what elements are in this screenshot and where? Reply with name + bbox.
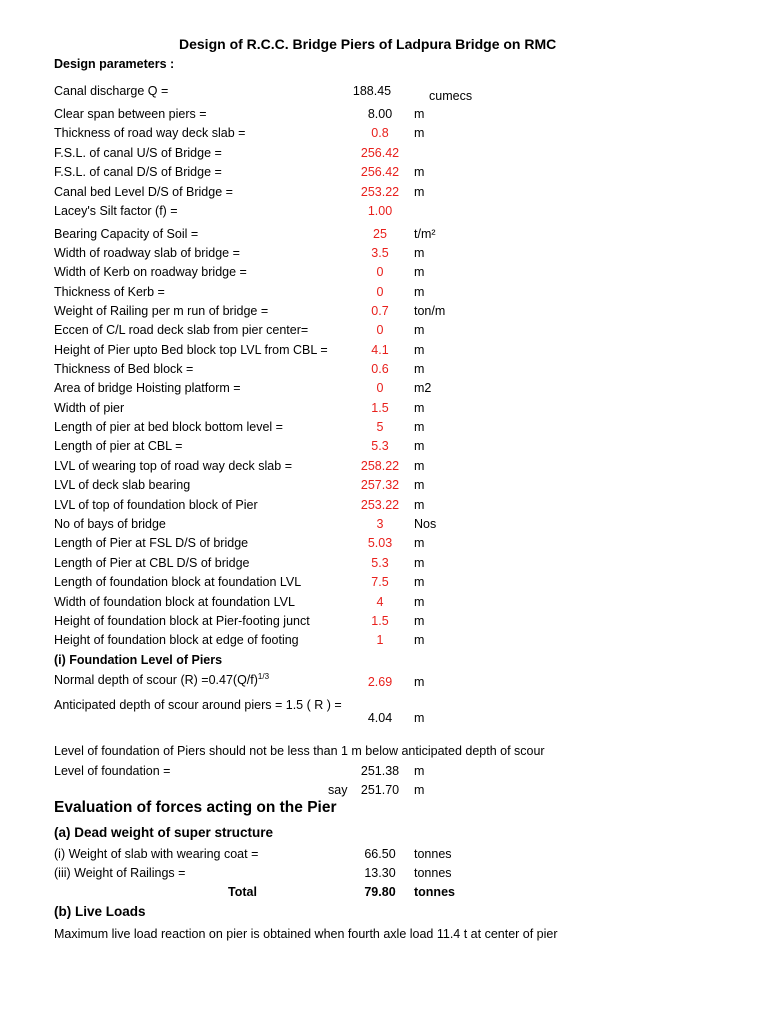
discharge-unit: cumecs <box>429 89 473 103</box>
param-label: Width of roadway slab of bridge = <box>54 246 240 260</box>
param-unit: m <box>414 536 425 550</box>
discharge-value: 188.45 <box>352 84 392 98</box>
total-value: 79.80 <box>364 885 396 899</box>
param-value: 253.22 <box>360 498 400 512</box>
scour-exponent: 1/3 <box>257 672 270 681</box>
param-value: 0.6 <box>371 362 389 376</box>
param-unit: m <box>414 478 425 492</box>
dead-weight-heading: (a) Dead weight of super structure <box>54 825 274 840</box>
live-loads-heading: (b) Live Loads <box>54 904 146 919</box>
anticipated-unit: m <box>414 711 425 725</box>
param-value: 8.00 <box>367 107 393 121</box>
scour-label <box>54 669 269 688</box>
param-label: Area of bridge Hoisting platform = <box>54 381 241 395</box>
param-unit: m <box>414 420 425 434</box>
param-label: LVL of wearing top of road way deck slab = <box>54 459 292 473</box>
param-label: LVL of top of foundation block of Pier <box>54 498 258 512</box>
param-value: 0.8 <box>371 126 389 140</box>
param-label: LVL of deck slab bearing <box>54 478 191 492</box>
level-label: Level of foundation = <box>54 764 171 778</box>
discharge-label: Canal discharge Q = <box>54 84 169 98</box>
param-unit: m <box>414 362 425 376</box>
param-value: 0 <box>376 285 384 299</box>
say-value: 251.70 <box>360 783 400 797</box>
param-value: 7.5 <box>371 575 389 589</box>
slab-weight-value: 66.50 <box>364 847 396 861</box>
param-unit: m <box>414 439 425 453</box>
param-value: 5 <box>376 420 384 434</box>
param-value: 1.5 <box>371 614 389 628</box>
param-unit: m <box>414 614 425 628</box>
param-label: Width of Kerb on roadway bridge = <box>54 265 247 279</box>
foundation-heading: (i) Foundation Level of Piers <box>54 653 223 667</box>
railings-weight-unit: tonnes <box>414 866 452 880</box>
param-value: 5.3 <box>371 556 389 570</box>
railings-weight-label: (iii) Weight of Railings = <box>54 866 186 880</box>
param-label: Length of Pier at CBL D/S of bridge <box>54 556 250 570</box>
param-label: Lacey's Silt factor (f) = <box>54 204 178 218</box>
param-unit: m <box>414 633 425 647</box>
param-unit: m2 <box>414 381 432 395</box>
param-label: Width of pier <box>54 401 125 415</box>
scour-unit: m <box>414 675 425 689</box>
param-value: 1.00 <box>367 204 393 218</box>
param-value: 256.42 <box>360 165 400 179</box>
param-label: Thickness of road way deck slab = <box>54 126 246 140</box>
live-load-note: Maximum live load reaction on pier is obtained when fourth axle load 11.4 t at center of pier <box>54 927 558 941</box>
param-unit: m <box>414 246 425 260</box>
param-unit: m <box>414 107 425 121</box>
param-unit: m <box>414 323 425 337</box>
param-value: 5.3 <box>371 439 389 453</box>
param-label: Length of Pier at FSL D/S of bridge <box>54 536 249 550</box>
param-value: 3 <box>376 517 384 531</box>
param-unit: Nos <box>414 517 437 531</box>
say-label: say <box>328 783 348 797</box>
param-unit: t/m² <box>414 227 436 241</box>
scour-formula: Normal depth of scour (R) =0.47(Q/f) <box>54 673 258 688</box>
level-value: 251.38 <box>360 764 400 778</box>
param-value: 253.22 <box>360 185 400 199</box>
param-unit: m <box>414 126 425 140</box>
slab-weight-label: (i) Weight of slab with wearing coat = <box>54 847 259 861</box>
param-unit: m <box>414 401 425 415</box>
param-value: 3.5 <box>371 246 389 260</box>
level-unit: m <box>414 764 425 778</box>
param-label: Length of pier at CBL = <box>54 439 183 453</box>
param-value: 4.1 <box>371 343 389 357</box>
param-value: 0 <box>376 323 384 337</box>
page-title: Design of R.C.C. Bridge Piers of Ladpura Bridge on RMC <box>179 36 557 52</box>
param-value: 1.5 <box>371 401 389 415</box>
param-label: Weight of Railing per m run of bridge = <box>54 304 269 318</box>
param-unit: m <box>414 185 425 199</box>
param-unit: m <box>414 285 425 299</box>
param-label: Length of foundation block at foundation LVL <box>54 575 302 589</box>
param-label: Eccen of C/L road deck slab from pier center= <box>54 323 309 337</box>
param-label: Width of foundation block at foundation LVL <box>54 595 295 609</box>
param-label: Bearing Capacity of Soil = <box>54 227 199 241</box>
railings-weight-value: 13.30 <box>364 866 396 880</box>
param-value: 4 <box>376 595 384 609</box>
param-value: 0 <box>376 265 384 279</box>
param-label: Height of foundation block at edge of footing <box>54 633 299 647</box>
say-unit: m <box>414 783 425 797</box>
param-unit: m <box>414 459 425 473</box>
foundation-note: Level of foundation of Piers should not be less than 1 m below anticipated depth of scour <box>54 744 545 758</box>
param-value: 1 <box>376 633 384 647</box>
param-label: F.S.L. of canal U/S of Bridge = <box>54 146 222 160</box>
param-value: 5.03 <box>367 536 393 550</box>
param-unit: m <box>414 595 425 609</box>
param-unit: ton/m <box>414 304 446 318</box>
param-value: 0 <box>376 381 384 395</box>
param-label: Clear span between piers = <box>54 107 207 121</box>
param-unit: m <box>414 498 425 512</box>
anticipated-value: 4.04 <box>367 711 393 725</box>
param-value: 25 <box>373 227 387 241</box>
slab-weight-unit: tonnes <box>414 847 452 861</box>
param-label: F.S.L. of canal D/S of Bridge = <box>54 165 222 179</box>
param-unit: m <box>414 343 425 357</box>
param-label: Thickness of Kerb = <box>54 285 165 299</box>
param-label: No of bays of bridge <box>54 517 166 531</box>
param-unit: m <box>414 165 425 179</box>
param-value: 256.42 <box>360 146 400 160</box>
param-unit: m <box>414 556 425 570</box>
param-unit: m <box>414 265 425 279</box>
param-label: Height of foundation block at Pier-footing junct <box>54 614 310 628</box>
param-label: Thickness of Bed block = <box>54 362 194 376</box>
param-value: 258.22 <box>360 459 400 473</box>
scour-value: 2.69 <box>367 675 393 689</box>
param-label: Canal bed Level D/S of Bridge = <box>54 185 233 199</box>
param-unit: m <box>414 575 425 589</box>
param-value: 257.32 <box>360 478 400 492</box>
section-design-parameters: Design parameters : <box>54 57 175 71</box>
param-label: Height of Pier upto Bed block top LVL from CBL = <box>54 343 328 357</box>
param-label: Length of pier at bed block bottom level = <box>54 420 283 434</box>
forces-heading: Evaluation of forces acting on the Pier <box>54 799 337 816</box>
total-label: Total <box>228 885 257 899</box>
param-value: 0.7 <box>371 304 389 318</box>
total-unit: tonnes <box>414 885 455 899</box>
anticipated-label: Anticipated depth of scour around piers = 1.5 ( R ) = <box>54 698 342 712</box>
